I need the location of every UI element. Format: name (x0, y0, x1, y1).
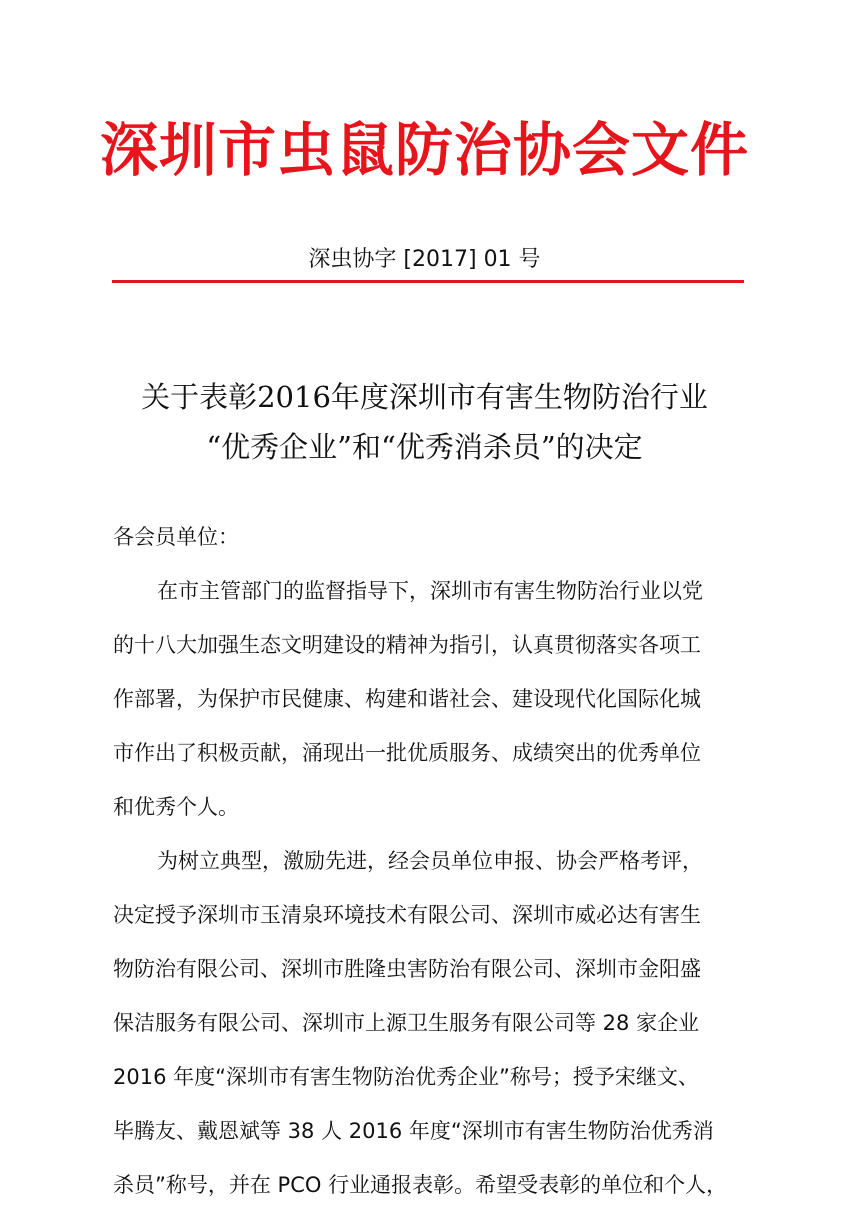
org-header: 深圳市虫鼠防治协会文件 (99, 116, 749, 184)
paragraph-2-line: 决定授予深圳市玉清泉环境技术有限公司、深圳市威必达有害生 (113, 903, 701, 927)
salutation: 各会员单位： (113, 525, 239, 549)
paragraph-1-line: 市作出了积极贡献，涌现出一批优质服务、成绩突出的优秀单位 (113, 741, 701, 765)
document-number: 深虫协字 [2017] 01 号 (308, 247, 541, 272)
paragraph-1-line: 在市主管部门的监督指导下，深圳市有害生物防治行业以党 (157, 579, 703, 603)
paragraph-2-line: 保洁服务有限公司、深圳市上源卫生服务有限公司等 28 家企业 (113, 1011, 700, 1035)
paragraph-1-line: 和优秀个人。 (113, 795, 239, 819)
paragraph-2-line: 2016 年度“深圳市有害生物防治优秀企业”称号；授予宋继文、 (113, 1065, 699, 1089)
paragraph-2-line: 为树立典型，激励先进，经会员单位申报、协会严格考评， (157, 849, 703, 873)
red-divider-line (112, 280, 744, 283)
title-line-2: “优秀企业”和“优秀消杀员”的决定 (206, 430, 643, 464)
document-title (0, 372, 849, 472)
document-body (113, 510, 753, 1212)
paragraph-2-line: 杀员”称号，并在 PCO 行业通报表彰。希望受表彰的单位和个人， (113, 1173, 728, 1197)
paragraph-1-line: 作部署，为保护市民健康、构建和谐社会、建设现代化国际化城 (113, 687, 701, 711)
paragraph-1-line: 的十八大加强生态文明建设的精神为指引，认真贯彻落实各项工 (113, 633, 701, 657)
title-line-1: 关于表彰2016年度深圳市有害生物防治行业 (141, 380, 708, 414)
paragraph-2-line: 毕腾友、戴恩斌等 38 人 2016 年度“深圳市有害生物防治优秀消 (113, 1119, 714, 1143)
paragraph-2-line: 物防治有限公司、深圳市胜隆虫害防治有限公司、深圳市金阳盛 (113, 957, 701, 981)
